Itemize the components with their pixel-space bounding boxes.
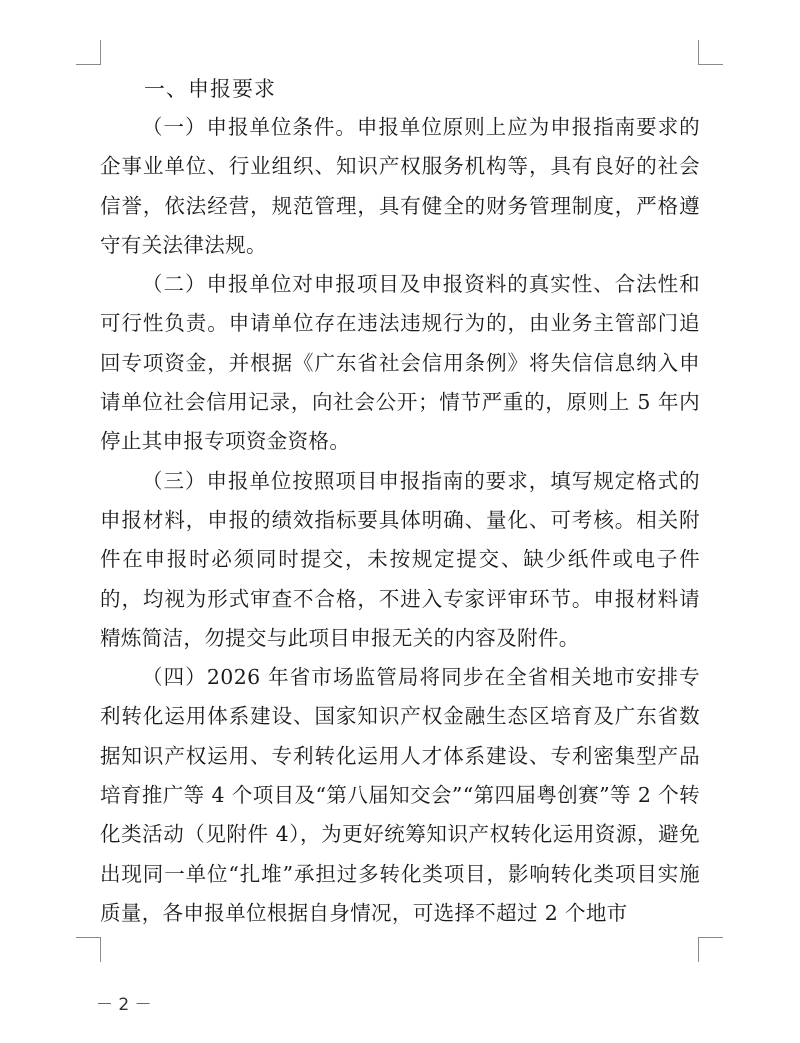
section-heading: 一、申报要求 [144, 77, 276, 101]
crop-mark-top-left [76, 40, 101, 65]
paragraph-1 [100, 108, 700, 265]
paragraph-2 [100, 265, 700, 461]
paragraph-3 [100, 462, 700, 658]
crop-mark-bottom-left [76, 937, 101, 962]
paragraph-text: （二）申报单位对申报项目及申报资料的真实性、合法性和可行性负责。申请单位存在违法违规行为的，由业务主管部门追回专项资金，并根据《广东省社会信用条例》将失信信息纳入申请单位社会信用记录，向社会公开；情节严重的，原则上 5 年内停止其申报专项资金资格。 [100, 272, 700, 454]
crop-mark-top-right [698, 40, 723, 65]
paragraph-text: （四）2026 年省市场监管局将同步在全省相关地市安排专利转化运用体系建设、国家知识产权金融生态区培育及广东省数据知识产权运用、专利转化运用人才体系建设、专利密集型产品培育推广等 4 个项目及“第八届知交会”“第四届粤创赛”等 2 个转化类活动（见附件 4），为更好统筹知识产权转化运用资源，避免出现同一单位“扎堆”承担过多转化类项目，影响转化类项目实施质量，各申报单位根据自身情况，可选择不超过 2 个地市 [100, 665, 700, 925]
paragraph-4 [100, 658, 700, 933]
paragraph-text: （一）申报单位条件。申报单位原则上应为申报指南要求的企事业单位、行业组织、知识产权服务机构等，具有良好的社会信誉，依法经营，规范管理，具有健全的财务管理制度，严格遵守有关法律法规。 [100, 115, 700, 257]
paragraph-text: （三）申报单位按照项目申报指南的要求，填写规定格式的申报材料，申报的绩效指标要具体明确、量化、可考核。相关附件在申报时必须同时提交，未按规定提交、缺少纸件或电子件的，均视为形式审查不合格，不进入专家评审环节。申报材料请精炼简洁，勿提交与此项目申报无关的内容及附件。 [100, 468, 700, 650]
document-body [100, 70, 700, 933]
page-number: － 2 － [96, 995, 152, 1015]
crop-mark-bottom-right [698, 937, 723, 962]
